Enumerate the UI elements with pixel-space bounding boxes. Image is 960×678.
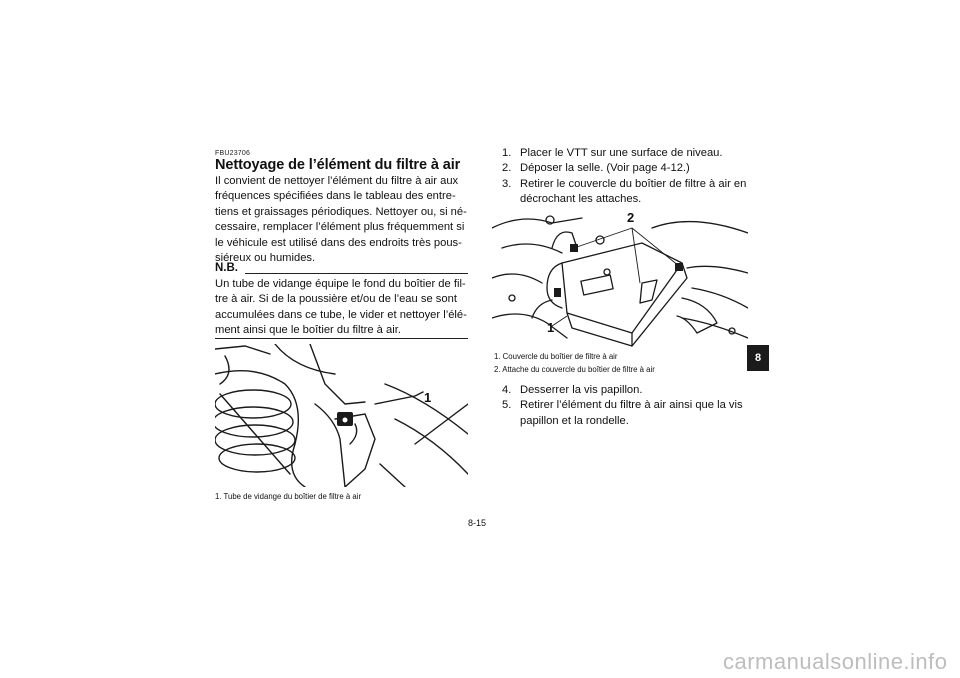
intro-line: le véhicule est utilisé dans des endroits très pous- (215, 236, 462, 249)
note-label: N.B. (215, 262, 238, 274)
note-paragraph (215, 277, 468, 339)
chapter-tab: 8 (747, 345, 769, 371)
note-end-rule (215, 338, 468, 339)
note-line: Un tube de vidange équipe le fond du boîtier de fil- (215, 278, 466, 290)
steps-bottom (502, 383, 747, 429)
intro-line: fréquences spécifiées dans le tableau des entre- (215, 190, 456, 203)
drain-tube-illustration (215, 344, 468, 487)
note-underline (245, 273, 468, 274)
page-number: 8-15 (468, 518, 487, 528)
steps-top (502, 146, 747, 207)
air-filter-case-illustration (492, 208, 748, 348)
figure-left-caption: 1. Tube de vidange du boîtier de filtre à air (215, 492, 362, 501)
step-text: Placer le VTT sur une surface de niveau. (520, 147, 723, 159)
intro-paragraph (215, 174, 468, 266)
step-item (502, 398, 747, 429)
note-line: accumulées dans ce tube, le vider et nettoyer l’élé- (215, 308, 467, 321)
step-text: Retirer le couvercle du boîtier de filtre à air en (520, 177, 747, 190)
intro-line: cessaire, remplacer l’élément plus fréquemment si (215, 221, 465, 234)
intro-line: siéreux ou humides. (215, 252, 316, 265)
step-number: 2. (502, 162, 512, 175)
note-line: ment ainsi que le boîtier du filtre à air. (215, 324, 401, 337)
figure-caption: 1. Couvercle du boîtier de filtre à air (494, 352, 618, 361)
note-line: tre à air. Si de la poussière et/ou de l’eau se sont (215, 293, 457, 306)
step-number: 1. (502, 147, 512, 159)
step-item (502, 161, 747, 176)
figure-right-captions (494, 351, 655, 376)
callout-1-left: 1 (424, 390, 432, 405)
step-number: 3. (502, 177, 512, 190)
step-item (502, 383, 747, 398)
intro-line: Il convient de nettoyer l’élément du filtre à air aux (215, 175, 459, 187)
section-code: FBU23706 (215, 150, 251, 157)
step-text: Déposer la selle. (Voir page 4-12.) (520, 162, 690, 175)
step-number: 4. (502, 384, 512, 396)
step-text: papillon et la rondelle. (520, 414, 629, 427)
step-text: décrochant les attaches. (520, 192, 642, 205)
step-item (502, 177, 747, 208)
intro-line: tiens et graissages périodiques. Nettoyer ou, si né- (215, 205, 467, 218)
step-item (502, 146, 747, 161)
callout-2-right: 2 (627, 210, 635, 225)
step-text: Retirer l’élément du filtre à air ainsi que la vis (520, 399, 743, 412)
step-number: 5. (502, 399, 512, 412)
figure-caption: 2. Attache du couvercle du boîtier de filtre à air (494, 364, 655, 374)
watermark: carmanualsonline.info (723, 649, 948, 674)
callout-1-right: 1 (547, 320, 555, 335)
section-heading: Nettoyage de l’élément du filtre à air (215, 157, 461, 173)
step-text: Desserrer la vis papillon. (520, 384, 643, 396)
